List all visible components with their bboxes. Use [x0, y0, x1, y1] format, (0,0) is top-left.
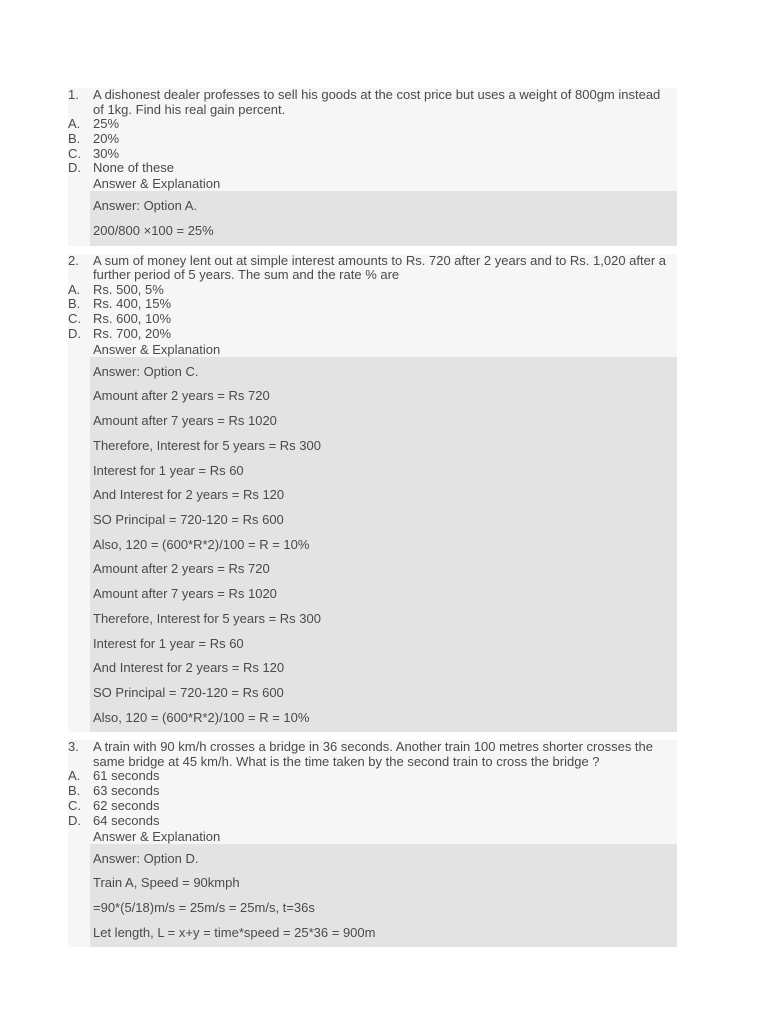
explanation-line: Let length, L = x+y = time*speed = 25*36 = 900m	[93, 924, 376, 940]
explanation-line: Answer: Option C.	[93, 363, 199, 379]
explanation-line: Therefore, Interest for 5 years = Rs 300	[93, 610, 321, 626]
answer-explanation-toggle[interactable]: Answer & Explanation	[93, 176, 221, 192]
explanation-line: Interest for 1 year = Rs 60	[93, 462, 244, 478]
explanation-line: Also, 120 = (600*R*2)/100 = R = 10%	[93, 536, 310, 552]
explanation-line: And Interest for 2 years = Rs 120	[93, 487, 285, 503]
answer-option[interactable]	[68, 327, 677, 342]
question-number: 3.	[68, 739, 79, 755]
explanation-line: Amount after 7 years = Rs 1020	[93, 586, 277, 602]
option-text: 25%	[93, 116, 120, 131]
explanation-line: Amount after 2 years = Rs 720	[93, 388, 270, 404]
explanation-line: Answer: Option A.	[93, 198, 198, 214]
option-text: None of these	[93, 160, 174, 176]
explanation-line: =90*(5/18)m/s = 25m/s = 25m/s, t=36s	[93, 899, 315, 915]
question-block	[68, 740, 677, 947]
option-letter: A.	[68, 768, 81, 784]
explanation-line: And Interest for 2 years = Rs 120	[93, 660, 285, 676]
option-text: Rs. 500, 5%	[93, 281, 164, 297]
option-text: Rs. 400, 15%	[93, 296, 172, 312]
option-letter: B.	[68, 296, 81, 312]
question-text: A dishonest dealer professes to sell his goods at the cost price but uses a weight of 800gm instead of 1kg. Find his real gain percent.	[93, 87, 661, 117]
option-letter: C.	[68, 311, 81, 327]
answer-option[interactable]	[68, 784, 677, 799]
question-text: A train with 90 km/h crosses a bridge in 36 seconds. Another train 100 metres shorter crosses the same bridge at 45 km/h. What is the time taken by the second train to cross the bridge ?	[93, 739, 654, 769]
answer-option[interactable]	[68, 312, 677, 327]
explanation-line: SO Principal = 720-120 = Rs 600	[93, 512, 284, 527]
question-block	[68, 88, 677, 246]
question-block	[68, 254, 677, 733]
explanation-line: Also, 120 = (600*R*2)/100 = R = 10%	[93, 709, 310, 725]
question-number: 2.	[68, 252, 79, 268]
explanation-panel	[90, 357, 677, 733]
option-letter: C.	[68, 797, 81, 813]
explanation-line: 200/800 ×100 = 25%	[93, 222, 214, 238]
question-number: 1.	[68, 87, 79, 102]
question-line	[68, 88, 677, 117]
option-text: 20%	[93, 130, 120, 146]
explanation-line: Answer: Option D.	[93, 850, 199, 866]
option-text: 61 seconds	[93, 768, 160, 784]
answer-option[interactable]	[68, 161, 677, 176]
option-letter: A.	[68, 281, 81, 297]
explanation-line: Train A, Speed = 90kmph	[93, 875, 240, 891]
option-text: 64 seconds	[93, 812, 160, 828]
answer-option[interactable]	[68, 283, 677, 298]
option-letter: B.	[68, 130, 81, 146]
explanation-line: Amount after 7 years = Rs 1020	[93, 413, 277, 429]
question-card	[68, 740, 677, 947]
answer-option[interactable]	[68, 297, 677, 312]
answer-explanation-toggle[interactable]: Answer & Explanation	[93, 828, 221, 844]
option-text: Rs. 700, 20%	[93, 325, 172, 341]
option-letter: D.	[68, 160, 81, 176]
answer-option[interactable]	[68, 769, 677, 784]
option-text: 62 seconds	[93, 797, 160, 813]
answer-explanation-toggle[interactable]: Answer & Explanation	[93, 341, 221, 357]
explanation-panel	[90, 844, 677, 948]
explanation-line: Interest for 1 year = Rs 60	[93, 635, 244, 651]
question-line	[68, 254, 677, 283]
option-text: 30%	[93, 145, 120, 161]
option-letter: D.	[68, 812, 81, 828]
option-text: Rs. 600, 10%	[93, 311, 172, 327]
explanation-line: Amount after 2 years = Rs 720	[93, 561, 270, 577]
explanation-line: Therefore, Interest for 5 years = Rs 300	[93, 437, 321, 453]
explanation-line: SO Principal = 720-120 = Rs 600	[93, 684, 284, 700]
explanation-panel	[90, 191, 677, 245]
quiz-page	[68, 88, 677, 955]
question-card	[68, 88, 677, 246]
answer-option[interactable]	[68, 147, 677, 162]
question-card	[68, 254, 677, 733]
option-letter: B.	[68, 783, 81, 799]
question-text: A sum of money lent out at simple interest amounts to Rs. 720 after 2 years and to Rs. 1,020 after a further period of 5 years. The sum and the rate % are	[93, 252, 667, 283]
answer-option[interactable]	[68, 799, 677, 814]
option-text: 63 seconds	[93, 783, 160, 799]
answer-option[interactable]	[68, 117, 677, 132]
option-letter: A.	[68, 116, 81, 131]
answer-option[interactable]	[68, 132, 677, 147]
option-letter: D.	[68, 325, 81, 341]
answer-option[interactable]	[68, 814, 677, 829]
question-line	[68, 740, 677, 769]
option-letter: C.	[68, 145, 81, 161]
